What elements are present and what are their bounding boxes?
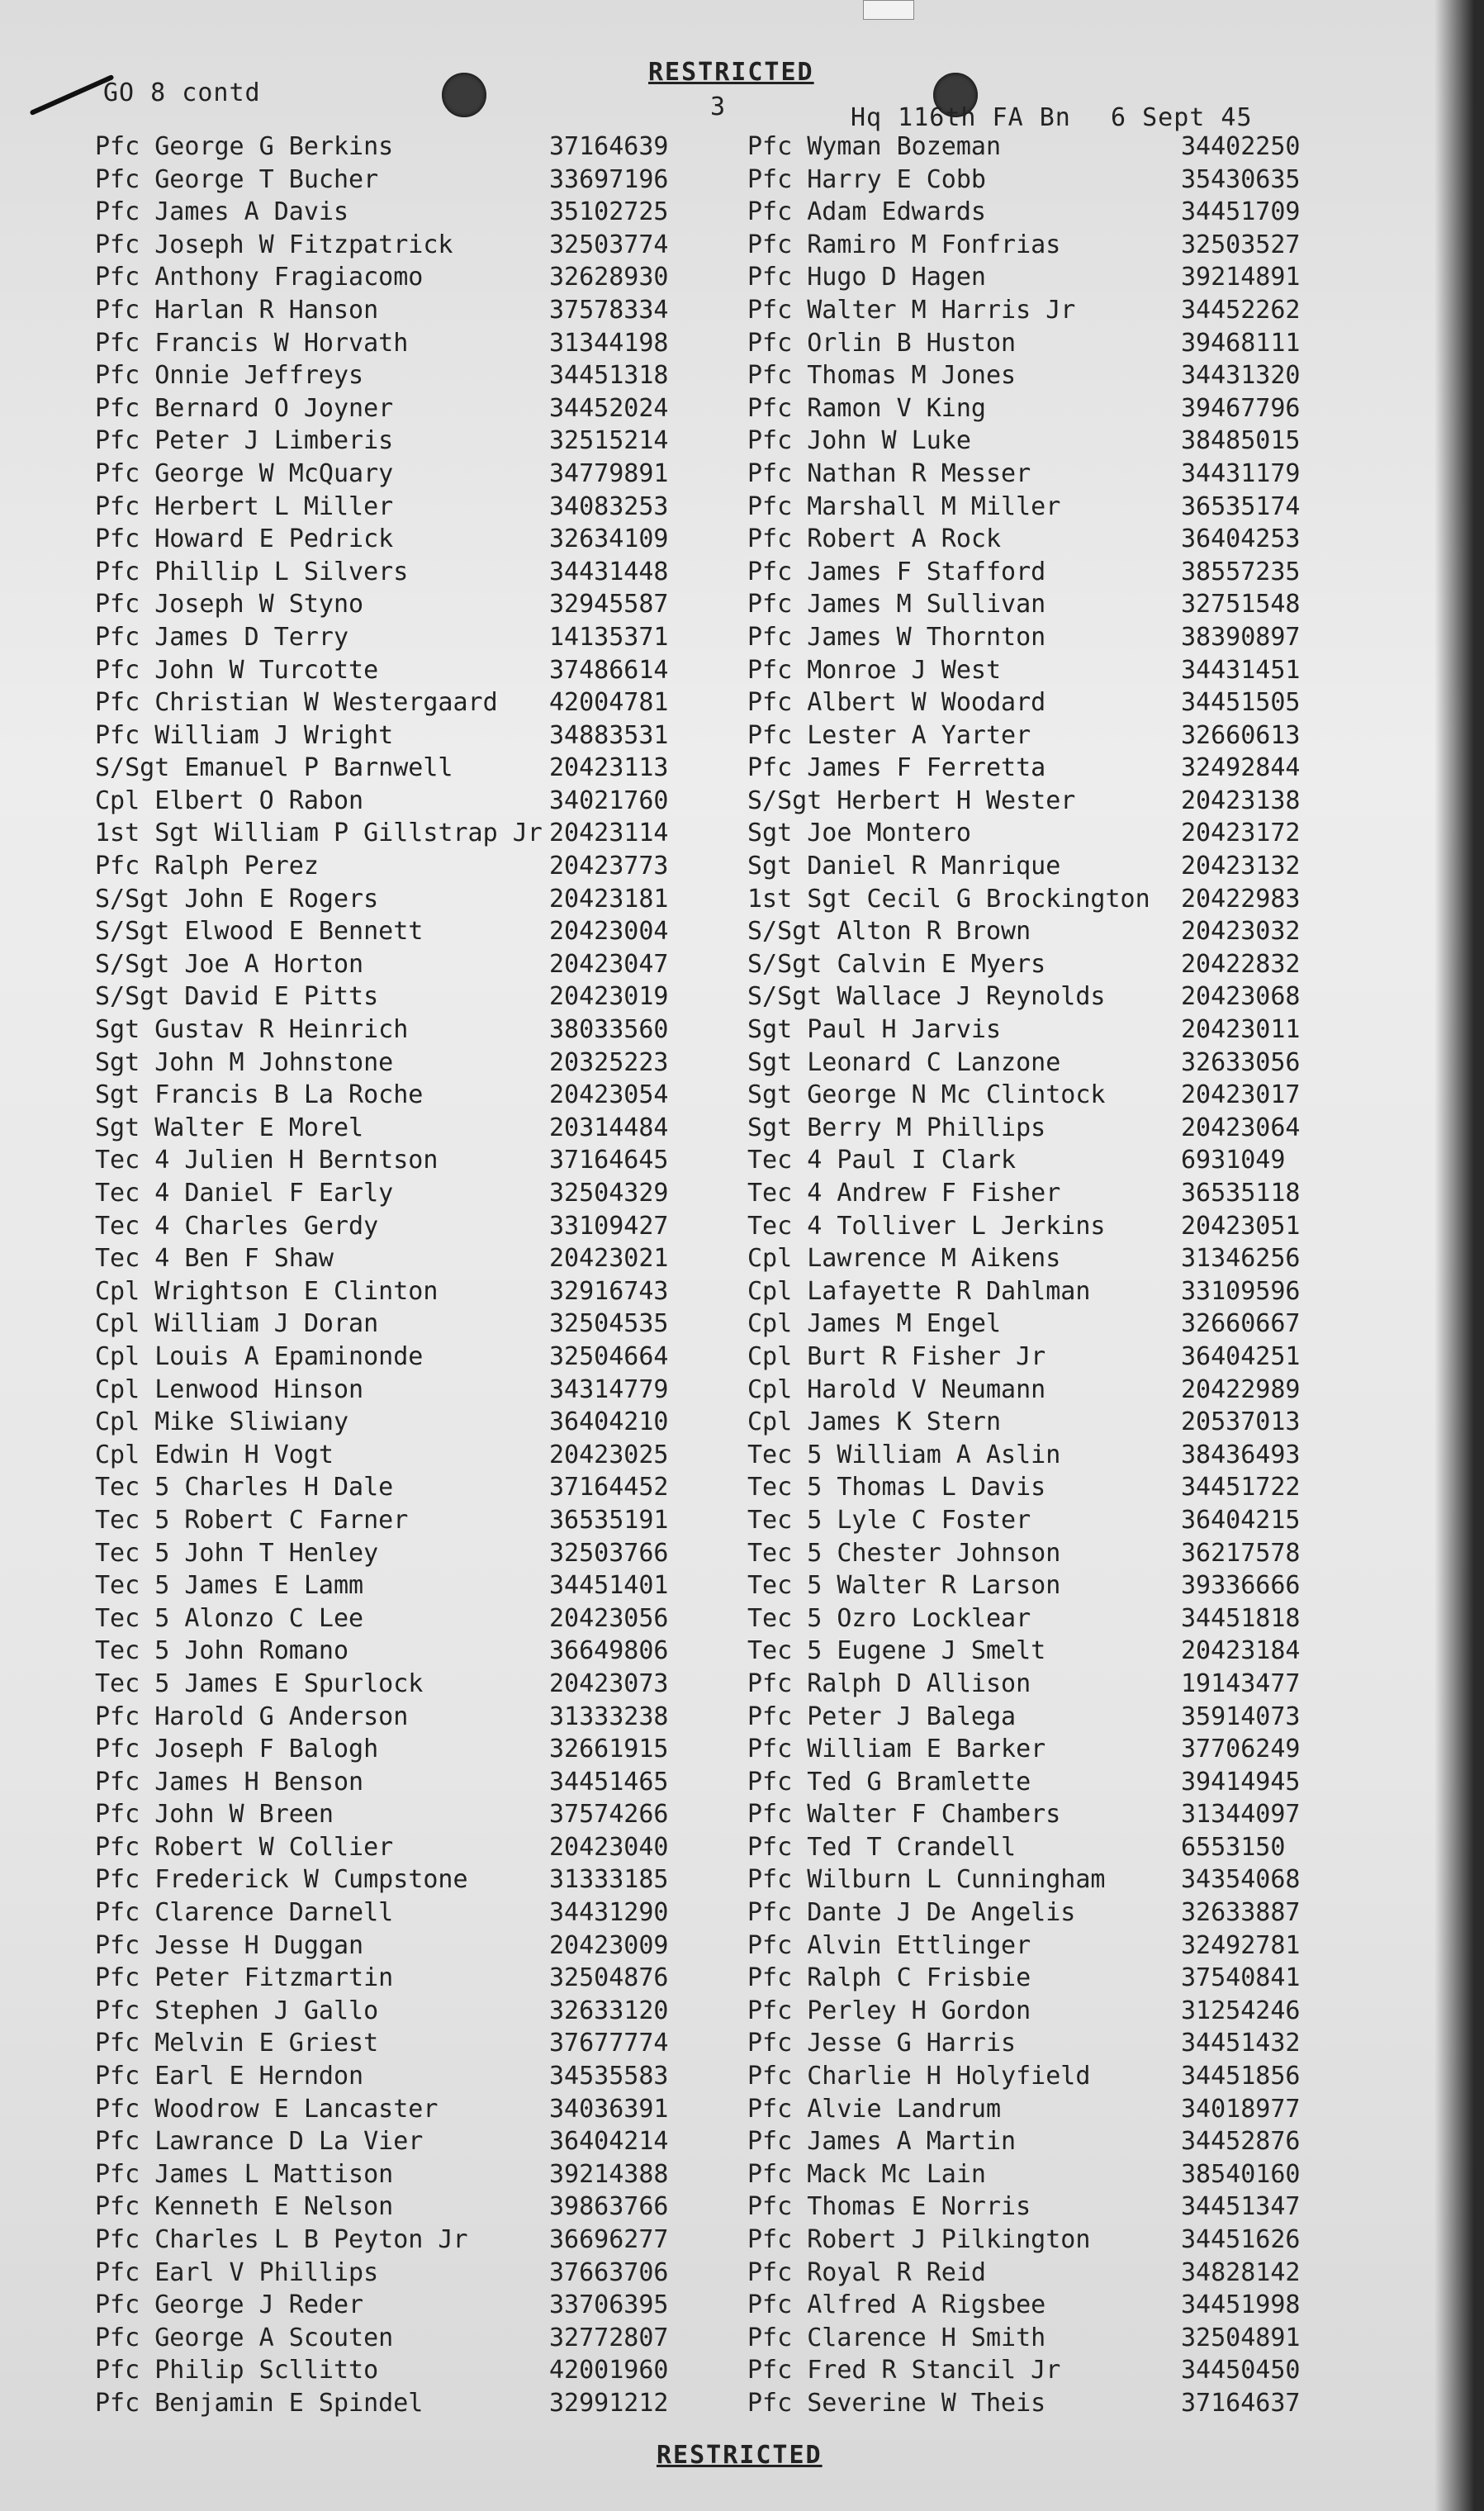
- soldier-name: Pfc Dante J De Angelis: [747, 1898, 1076, 1928]
- serial-number: 34451856: [1181, 2062, 1301, 2091]
- soldier-name: Pfc Nathan R Messer: [747, 458, 1031, 488]
- soldier-name: Pfc Earl E Herndon: [95, 2062, 364, 2091]
- serial-number: 33109427: [549, 1211, 669, 1241]
- serial-number: 20423172: [1181, 819, 1301, 848]
- serial-number: 36649806: [549, 1636, 669, 1666]
- soldier-name: Tec 5 Thomas L Davis: [747, 1473, 1046, 1502]
- serial-number: 32503527: [1181, 230, 1301, 259]
- soldier-name: Tec 5 Lyle C Foster: [747, 1505, 1031, 1535]
- soldier-name: Pfc Philip Scllitto: [95, 2356, 379, 2385]
- serial-number: 34451347: [1181, 2192, 1301, 2222]
- serial-number: 20325223: [549, 1047, 669, 1077]
- soldier-name: Pfc Joseph W Fitzpatrick: [95, 230, 453, 259]
- soldier-name: Pfc William J Wright: [95, 720, 394, 750]
- serial-number: 20423004: [549, 917, 669, 947]
- soldier-name: Sgt Berry M Phillips: [747, 1113, 1046, 1142]
- serial-number: 39214388: [549, 2159, 669, 2189]
- soldier-name: Pfc Orlin B Huston: [747, 328, 1017, 358]
- serial-number: 37677774: [549, 2029, 669, 2058]
- serial-number: 34451505: [1181, 688, 1301, 718]
- serial-number: 34451318: [549, 361, 669, 391]
- soldier-name: Cpl Wrightson E Clinton: [95, 1276, 439, 1306]
- soldier-name: Tec 4 Ben F Shaw: [95, 1244, 334, 1274]
- classification-header: RESTRICTED: [648, 58, 814, 87]
- serial-number: 35430635: [1181, 164, 1301, 194]
- soldier-name: Pfc James A Davis: [95, 197, 349, 227]
- serial-number: 32504664: [549, 1341, 669, 1371]
- soldier-name: Pfc Melvin E Griest: [95, 2029, 379, 2058]
- serial-number: 19143477: [1181, 1668, 1301, 1698]
- serial-number: 32633887: [1181, 1898, 1301, 1928]
- serial-number: 34354068: [1181, 1865, 1301, 1895]
- soldier-name: Pfc James A Martin: [747, 2127, 1017, 2157]
- serial-number: 36535118: [1181, 1179, 1301, 1208]
- soldier-name: Pfc James H Benson: [95, 1767, 364, 1797]
- serial-number: 34450450: [1181, 2356, 1301, 2385]
- serial-number: 20423021: [549, 1244, 669, 1274]
- soldier-name: Tec 5 John Romano: [95, 1636, 349, 1666]
- soldier-name: Pfc Walter F Chambers: [747, 1800, 1061, 1830]
- soldier-name: Cpl Lawrence M Aikens: [747, 1244, 1061, 1274]
- soldier-name: Pfc George A Scouten: [95, 2323, 394, 2352]
- serial-number: 31333238: [549, 1702, 669, 1731]
- serial-number: 20423054: [549, 1080, 669, 1110]
- soldier-name: Pfc Robert J Pilkington: [747, 2225, 1091, 2254]
- serial-number: 36696277: [549, 2225, 669, 2254]
- serial-number: 32503774: [549, 230, 669, 259]
- soldier-name: Pfc Monroe J West: [747, 655, 1002, 685]
- soldier-name: Pfc James F Stafford: [747, 557, 1046, 586]
- soldier-name: Pfc Frederick W Cumpstone: [95, 1865, 468, 1895]
- soldier-name: Pfc Marshall M Miller: [747, 491, 1061, 521]
- classification-footer: RESTRICTED: [657, 2441, 823, 2470]
- serial-number: 34452876: [1181, 2127, 1301, 2157]
- soldier-name: Cpl William J Doran: [95, 1309, 379, 1339]
- serial-number: 34431290: [549, 1898, 669, 1928]
- serial-number: 34451626: [1181, 2225, 1301, 2254]
- soldier-name: Pfc Alfred A Rigsbee: [747, 2290, 1046, 2320]
- serial-number: 36535191: [549, 1505, 669, 1535]
- serial-number: 20423181: [549, 884, 669, 914]
- serial-number: 34021760: [549, 786, 669, 815]
- soldier-name: Pfc Lawrance D La Vier: [95, 2127, 424, 2157]
- page-number: 3: [710, 93, 727, 121]
- soldier-name: Pfc Fred R Stancil Jr: [747, 2356, 1061, 2385]
- serial-number: 37164645: [549, 1146, 669, 1175]
- serial-number: 14135371: [549, 622, 669, 652]
- serial-number: 39863766: [549, 2192, 669, 2222]
- serial-number: 20423017: [1181, 1080, 1301, 1110]
- soldier-name: Cpl Louis A Epaminonde: [95, 1341, 424, 1371]
- serial-number: 37578334: [549, 295, 669, 325]
- soldier-name: Pfc Herbert L Miller: [95, 491, 394, 521]
- serial-number: 20423051: [1181, 1211, 1301, 1241]
- serial-number: 42004781: [549, 688, 669, 718]
- soldier-name: Tec 4 Tolliver L Jerkins: [747, 1211, 1106, 1241]
- serial-number: 38557235: [1181, 557, 1301, 586]
- serial-number: 37706249: [1181, 1735, 1301, 1764]
- soldier-name: Pfc Thomas M Jones: [747, 361, 1017, 391]
- soldier-name: Pfc Peter J Limberis: [95, 426, 394, 456]
- soldier-name: S/Sgt David E Pitts: [95, 982, 379, 1012]
- soldier-name: Pfc Benjamin E Spindel: [95, 2388, 424, 2418]
- serial-number: 20423138: [1181, 786, 1301, 815]
- serial-number: 20423047: [549, 949, 669, 979]
- serial-number: 6553150: [1181, 1832, 1286, 1862]
- pen-mark: [30, 74, 115, 116]
- soldier-name: Pfc Albert W Woodard: [747, 688, 1046, 718]
- soldier-name: Pfc Ralph Perez: [95, 852, 319, 881]
- serial-number: 33706395: [549, 2290, 669, 2320]
- soldier-name: S/Sgt Elwood E Bennett: [95, 917, 424, 947]
- serial-number: 31254246: [1181, 1996, 1301, 2025]
- soldier-name: Sgt Joe Montero: [747, 819, 971, 848]
- serial-number: 31344097: [1181, 1800, 1301, 1830]
- serial-number: 34535583: [549, 2062, 669, 2091]
- serial-number: 31346256: [1181, 1244, 1301, 1274]
- serial-number: 37164639: [549, 132, 669, 161]
- soldier-name: Sgt Francis B La Roche: [95, 1080, 424, 1110]
- soldier-name: Pfc Peter Fitzmartin: [95, 1963, 394, 1993]
- document-date: 6 Sept 45: [1111, 103, 1253, 132]
- soldier-name: Pfc Ramon V King: [747, 393, 986, 423]
- serial-number: 20423009: [549, 1930, 669, 1960]
- soldier-name: Tec 5 Chester Johnson: [747, 1538, 1061, 1568]
- serial-number: 32633056: [1181, 1047, 1301, 1077]
- soldier-name: S/Sgt Joe A Horton: [95, 949, 364, 979]
- soldier-name: Pfc Clarence H Smith: [747, 2323, 1046, 2352]
- soldier-name: Pfc Alvie Landrum: [747, 2094, 1002, 2124]
- soldier-name: Cpl Mike Sliwiany: [95, 1407, 349, 1437]
- soldier-name: Cpl James M Engel: [747, 1309, 1002, 1339]
- soldier-name: Tec 5 James E Lamm: [95, 1571, 364, 1601]
- soldier-name: Pfc Robert W Collier: [95, 1832, 394, 1862]
- serial-number: 34828142: [1181, 2257, 1301, 2287]
- serial-number: 20537013: [1181, 1407, 1301, 1437]
- order-reference: GO 8 contd: [103, 78, 261, 107]
- soldier-name: Cpl Harold V Neumann: [747, 1374, 1046, 1404]
- serial-number: 20423019: [549, 982, 669, 1012]
- soldier-name: Pfc James L Mattison: [95, 2159, 394, 2189]
- unit-name: Hq 116th FA Bn: [851, 103, 1071, 132]
- soldier-name: Pfc Mack Mc Lain: [747, 2159, 986, 2189]
- soldier-name: S/Sgt Emanuel P Barnwell: [95, 753, 453, 783]
- soldier-name: Pfc Charles L B Peyton Jr: [95, 2225, 468, 2254]
- soldier-name: Pfc Francis W Horvath: [95, 328, 409, 358]
- serial-number: 37486614: [549, 655, 669, 685]
- serial-number: 37574266: [549, 1800, 669, 1830]
- soldier-name: Tec 5 Charles H Dale: [95, 1473, 394, 1502]
- soldier-name: Pfc Joseph F Balogh: [95, 1735, 379, 1764]
- soldier-name: Pfc Robert A Rock: [747, 525, 1002, 554]
- soldier-name: Cpl James K Stern: [747, 1407, 1002, 1437]
- serial-number: 20314484: [549, 1113, 669, 1142]
- page-edge-shadow: [1434, 0, 1484, 2511]
- serial-number: 39414945: [1181, 1767, 1301, 1797]
- serial-number: 38540160: [1181, 2159, 1301, 2189]
- soldier-name: S/Sgt John E Rogers: [95, 884, 379, 914]
- soldier-name: Tec 5 Ozro Locklear: [747, 1603, 1031, 1633]
- serial-number: 37164637: [1181, 2388, 1301, 2418]
- serial-number: 36404215: [1181, 1505, 1301, 1535]
- soldier-name: Pfc Bernard O Joyner: [95, 393, 394, 423]
- soldier-name: Pfc James W Thornton: [747, 622, 1046, 652]
- serial-number: 39468111: [1181, 328, 1301, 358]
- soldier-name: Pfc Ted G Bramlette: [747, 1767, 1031, 1797]
- serial-number: 34451709: [1181, 197, 1301, 227]
- soldier-name: Sgt Paul H Jarvis: [747, 1015, 1002, 1045]
- serial-number: 32492781: [1181, 1930, 1301, 1960]
- serial-number: 32916743: [549, 1276, 669, 1306]
- soldier-name: Sgt Leonard C Lanzone: [747, 1047, 1061, 1077]
- serial-number: 20423132: [1181, 852, 1301, 881]
- soldier-name: Pfc Charlie H Holyfield: [747, 2062, 1091, 2091]
- serial-number: 32660667: [1181, 1309, 1301, 1339]
- serial-number: 20423011: [1181, 1015, 1301, 1045]
- serial-number: 32661915: [549, 1735, 669, 1764]
- soldier-name: Pfc Stephen J Gallo: [95, 1996, 379, 2025]
- soldier-name: Pfc John W Turcotte: [95, 655, 379, 685]
- soldier-name: Sgt George N Mc Clintock: [747, 1080, 1106, 1110]
- serial-number: 20423184: [1181, 1636, 1301, 1666]
- punch-hole-left: [442, 73, 486, 117]
- soldier-name: Pfc Anthony Fragiacomo: [95, 263, 424, 292]
- soldier-name: Pfc Jesse G Harris: [747, 2029, 1017, 2058]
- serial-number: 42001960: [549, 2356, 669, 2385]
- serial-number: 34451818: [1181, 1603, 1301, 1633]
- paper-tab: [863, 0, 914, 20]
- serial-number: 37663706: [549, 2257, 669, 2287]
- soldier-name: Pfc Harry E Cobb: [747, 164, 986, 194]
- serial-number: 32492844: [1181, 753, 1301, 783]
- soldier-name: Pfc Jesse H Duggan: [95, 1930, 364, 1960]
- soldier-name: Pfc Clarence Darnell: [95, 1898, 394, 1928]
- serial-number: 34451401: [549, 1571, 669, 1601]
- serial-number: 34018977: [1181, 2094, 1301, 2124]
- soldier-name: Pfc Earl V Phillips: [95, 2257, 379, 2287]
- soldier-name: Cpl Burt R Fisher Jr: [747, 1341, 1046, 1371]
- soldier-name: Pfc George G Berkins: [95, 132, 394, 161]
- soldier-name: Pfc Christian W Westergaard: [95, 688, 498, 718]
- soldier-name: Cpl Lafayette R Dahlman: [747, 1276, 1091, 1306]
- serial-number: 32515214: [549, 426, 669, 456]
- serial-number: 32504535: [549, 1309, 669, 1339]
- serial-number: 31344198: [549, 328, 669, 358]
- soldier-name: Pfc Wilburn L Cunningham: [747, 1865, 1106, 1895]
- serial-number: 20423025: [549, 1440, 669, 1469]
- soldier-name: 1st Sgt William P Gillstrap Jr: [95, 819, 543, 848]
- serial-number: 34431179: [1181, 458, 1301, 488]
- serial-number: 34431320: [1181, 361, 1301, 391]
- soldier-name: Pfc Peter J Balega: [747, 1702, 1017, 1731]
- soldier-name: Tec 4 Paul I Clark: [747, 1146, 1017, 1175]
- serial-number: 34779891: [549, 458, 669, 488]
- soldier-name: Pfc Kenneth E Nelson: [95, 2192, 394, 2222]
- soldier-name: Pfc James M Sullivan: [747, 590, 1046, 619]
- soldier-name: Pfc Perley H Gordon: [747, 1996, 1031, 2025]
- soldier-name: Tec 5 Robert C Farner: [95, 1505, 409, 1535]
- soldier-name: Pfc Harold G Anderson: [95, 1702, 409, 1731]
- soldier-name: Tec 5 William A Aslin: [747, 1440, 1061, 1469]
- serial-number: 34452024: [549, 393, 669, 423]
- serial-number: 34083253: [549, 491, 669, 521]
- soldier-name: Sgt John M Johnstone: [95, 1047, 394, 1077]
- serial-number: 20423064: [1181, 1113, 1301, 1142]
- serial-number: 38390897: [1181, 622, 1301, 652]
- serial-number: 20423073: [549, 1668, 669, 1698]
- serial-number: 37164452: [549, 1473, 669, 1502]
- soldier-name: Pfc Onnie Jeffreys: [95, 361, 364, 391]
- soldier-name: S/Sgt Wallace J Reynolds: [747, 982, 1106, 1012]
- serial-number: 32503766: [549, 1538, 669, 1568]
- soldier-name: Pfc Ted T Crandell: [747, 1832, 1017, 1862]
- soldier-name: Cpl Edwin H Vogt: [95, 1440, 334, 1469]
- soldier-name: Tec 4 Charles Gerdy: [95, 1211, 379, 1241]
- soldier-name: S/Sgt Alton R Brown: [747, 917, 1031, 947]
- serial-number: 6931049: [1181, 1146, 1286, 1175]
- soldier-name: S/Sgt Calvin E Myers: [747, 949, 1046, 979]
- serial-number: 32945587: [549, 590, 669, 619]
- serial-number: 35102725: [549, 197, 669, 227]
- serial-number: 20423056: [549, 1603, 669, 1633]
- soldier-name: Sgt Walter E Morel: [95, 1113, 364, 1142]
- soldier-name: Pfc Ralph C Frisbie: [747, 1963, 1031, 1993]
- serial-number: 36404214: [549, 2127, 669, 2157]
- soldier-name: Cpl Lenwood Hinson: [95, 1374, 364, 1404]
- soldier-name: Pfc Wyman Bozeman: [747, 132, 1002, 161]
- serial-number: 34431451: [1181, 655, 1301, 685]
- soldier-name: Pfc William E Barker: [747, 1735, 1046, 1764]
- soldier-name: Sgt Gustav R Heinrich: [95, 1015, 409, 1045]
- serial-number: 38033560: [549, 1015, 669, 1045]
- soldier-name: Tec 4 Julien H Berntson: [95, 1146, 439, 1175]
- serial-number: 31333185: [549, 1865, 669, 1895]
- soldier-name: Pfc James D Terry: [95, 622, 349, 652]
- serial-number: 38485015: [1181, 426, 1301, 456]
- serial-number: 36535174: [1181, 491, 1301, 521]
- serial-number: 20423114: [549, 819, 669, 848]
- soldier-name: Pfc Ramiro M Fonfrias: [747, 230, 1061, 259]
- serial-number: 34431448: [549, 557, 669, 586]
- serial-number: 32504891: [1181, 2323, 1301, 2352]
- soldier-name: Pfc George J Reder: [95, 2290, 364, 2320]
- soldier-name: Tec 4 Daniel F Early: [95, 1179, 394, 1208]
- soldier-name: Pfc Ralph D Allison: [747, 1668, 1031, 1698]
- soldier-name: Pfc Hugo D Hagen: [747, 263, 986, 292]
- serial-number: 39214891: [1181, 263, 1301, 292]
- soldier-name: Cpl Elbert O Rabon: [95, 786, 364, 815]
- serial-number: 32660613: [1181, 720, 1301, 750]
- soldier-name: Pfc Joseph W Styno: [95, 590, 364, 619]
- soldier-name: Tec 5 Walter R Larson: [747, 1571, 1061, 1601]
- soldier-name: Pfc Phillip L Silvers: [95, 557, 409, 586]
- serial-number: 38436493: [1181, 1440, 1301, 1469]
- serial-number: 32751548: [1181, 590, 1301, 619]
- serial-number: 20422983: [1181, 884, 1301, 914]
- soldier-name: Pfc Royal R Reid: [747, 2257, 986, 2287]
- soldier-name: S/Sgt Herbert H Wester: [747, 786, 1076, 815]
- soldier-name: Pfc Woodrow E Lancaster: [95, 2094, 439, 2124]
- serial-number: 34451432: [1181, 2029, 1301, 2058]
- soldier-name: Pfc Howard E Pedrick: [95, 525, 394, 554]
- serial-number: 34883531: [549, 720, 669, 750]
- serial-number: 32772807: [549, 2323, 669, 2352]
- soldier-name: Pfc Severine W Theis: [747, 2388, 1046, 2418]
- soldier-name: Tec 5 Alonzo C Lee: [95, 1603, 364, 1633]
- serial-number: 20423773: [549, 852, 669, 881]
- serial-number: 20423032: [1181, 917, 1301, 947]
- serial-number: 32504876: [549, 1963, 669, 1993]
- soldier-name: Tec 5 John T Henley: [95, 1538, 379, 1568]
- serial-number: 36404210: [549, 1407, 669, 1437]
- soldier-name: Pfc George T Bucher: [95, 164, 379, 194]
- serial-number: 34451465: [549, 1767, 669, 1797]
- soldier-name: Pfc Alvin Ettlinger: [747, 1930, 1031, 1960]
- serial-number: 39336666: [1181, 1571, 1301, 1601]
- serial-number: 32628930: [549, 263, 669, 292]
- serial-number: 39467796: [1181, 393, 1301, 423]
- soldier-name: Pfc Walter M Harris Jr: [747, 295, 1076, 325]
- soldier-name: Pfc Harlan R Hanson: [95, 295, 379, 325]
- soldier-name: Pfc Adam Edwards: [747, 197, 986, 227]
- serial-number: 35914073: [1181, 1702, 1301, 1731]
- serial-number: 32633120: [549, 1996, 669, 2025]
- soldier-name: Tec 5 James E Spurlock: [95, 1668, 424, 1698]
- serial-number: 20422832: [1181, 949, 1301, 979]
- soldier-name: Pfc Thomas E Norris: [747, 2192, 1031, 2222]
- serial-number: 36404251: [1181, 1341, 1301, 1371]
- serial-number: 20422989: [1181, 1374, 1301, 1404]
- serial-number: 32634109: [549, 525, 669, 554]
- serial-number: 34036391: [549, 2094, 669, 2124]
- serial-number: 33697196: [549, 164, 669, 194]
- soldier-name: Tec 5 Eugene J Smelt: [747, 1636, 1046, 1666]
- serial-number: 34314779: [549, 1374, 669, 1404]
- serial-number: 32991212: [549, 2388, 669, 2418]
- serial-number: 34452262: [1181, 295, 1301, 325]
- soldier-name: Tec 4 Andrew F Fisher: [747, 1179, 1061, 1208]
- serial-number: 32504329: [549, 1179, 669, 1208]
- soldier-name: Pfc John W Breen: [95, 1800, 334, 1830]
- serial-number: 20423113: [549, 753, 669, 783]
- serial-number: 34402250: [1181, 132, 1301, 161]
- serial-number: 37540841: [1181, 1963, 1301, 1993]
- serial-number: 33109596: [1181, 1276, 1301, 1306]
- soldier-name: Pfc John W Luke: [747, 426, 971, 456]
- serial-number: 20423068: [1181, 982, 1301, 1012]
- serial-number: 36217578: [1181, 1538, 1301, 1568]
- soldier-name: Pfc Lester A Yarter: [747, 720, 1031, 750]
- serial-number: 36404253: [1181, 525, 1301, 554]
- serial-number: 20423040: [549, 1832, 669, 1862]
- soldier-name: Pfc James F Ferretta: [747, 753, 1046, 783]
- soldier-name: Pfc George W McQuary: [95, 458, 394, 488]
- soldier-name: Sgt Daniel R Manrique: [747, 852, 1061, 881]
- serial-number: 34451722: [1181, 1473, 1301, 1502]
- serial-number: 34451998: [1181, 2290, 1301, 2320]
- soldier-name: 1st Sgt Cecil G Brockington: [747, 884, 1150, 914]
